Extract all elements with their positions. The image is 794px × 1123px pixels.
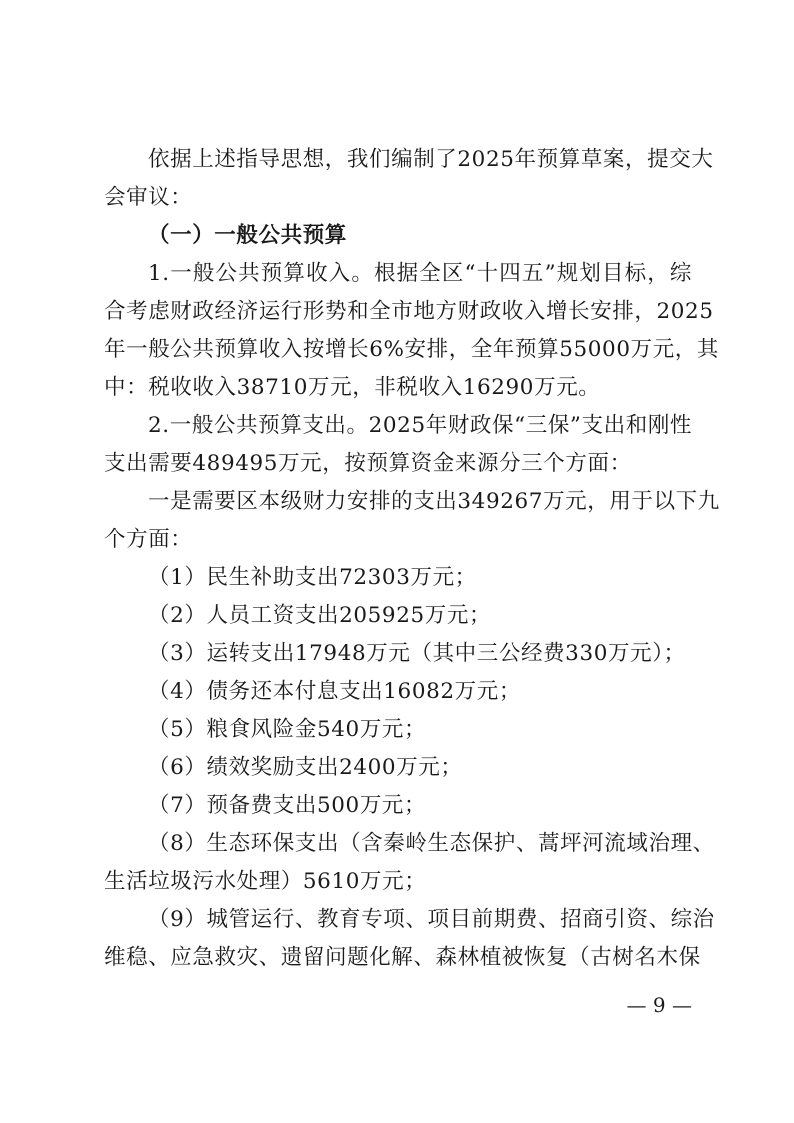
page-number: — 9 — <box>626 993 692 1017</box>
paragraph-line: 一是需要区本级财力安排的支出349267万元，用于以下九 <box>148 489 720 514</box>
paragraph-line: 中：税收收入38710万元，非税收入16290万元。 <box>104 375 601 400</box>
list-item: （5）粮食风险金540万元； <box>148 717 427 742</box>
list-item: （4）债务还本付息支出16082万元； <box>148 679 521 704</box>
list-item: （2）人员工资支出205925万元； <box>148 603 492 628</box>
list-item: （3）运转支出17948万元（其中三公经费330万元）； <box>148 641 686 666</box>
paragraph-line: 年一般公共预算收入按增长6%安排，全年预算55000万元，其 <box>104 337 720 362</box>
list-item-continuation: 维稳、应急救灾、遗留问题化解、森林植被恢复（古树名木保 <box>104 945 701 970</box>
paragraph-line: 2.一般公共预算支出。2025年财政保“三保”支出和刚性 <box>148 413 693 438</box>
list-item-continuation: 生活垃圾污水处理）5610万元； <box>104 869 427 894</box>
list-item: （6）绩效奖励支出2400万元； <box>148 755 463 780</box>
paragraph-line: 个方面： <box>104 527 193 552</box>
list-item: （8）生态环保支出（含秦岭生态保护、蒿坪河流域治理、 <box>148 831 715 856</box>
list-item: （7）预备费支出500万元； <box>148 793 427 818</box>
paragraph-line: 依据上述指导思想，我们编制了2025年预算草案，提交大 <box>148 147 714 172</box>
section-heading: （一）一般公共预算 <box>148 223 347 248</box>
paragraph-line: 支出需要489495万元，按预算资金来源分三个方面： <box>104 451 632 476</box>
paragraph-line: 1.一般公共预算收入。根据全区“十四五”规划目标，综 <box>148 261 692 286</box>
list-item: （1）民生补助支出72303万元； <box>148 565 477 590</box>
paragraph-line: 合考虑财政经济运行形势和全市地方财政收入增长安排，2025 <box>104 299 714 324</box>
paragraph-line: 会审议： <box>104 185 193 210</box>
list-item: （9）城管运行、教育专项、项目前期费、招商引资、综治 <box>148 907 715 932</box>
